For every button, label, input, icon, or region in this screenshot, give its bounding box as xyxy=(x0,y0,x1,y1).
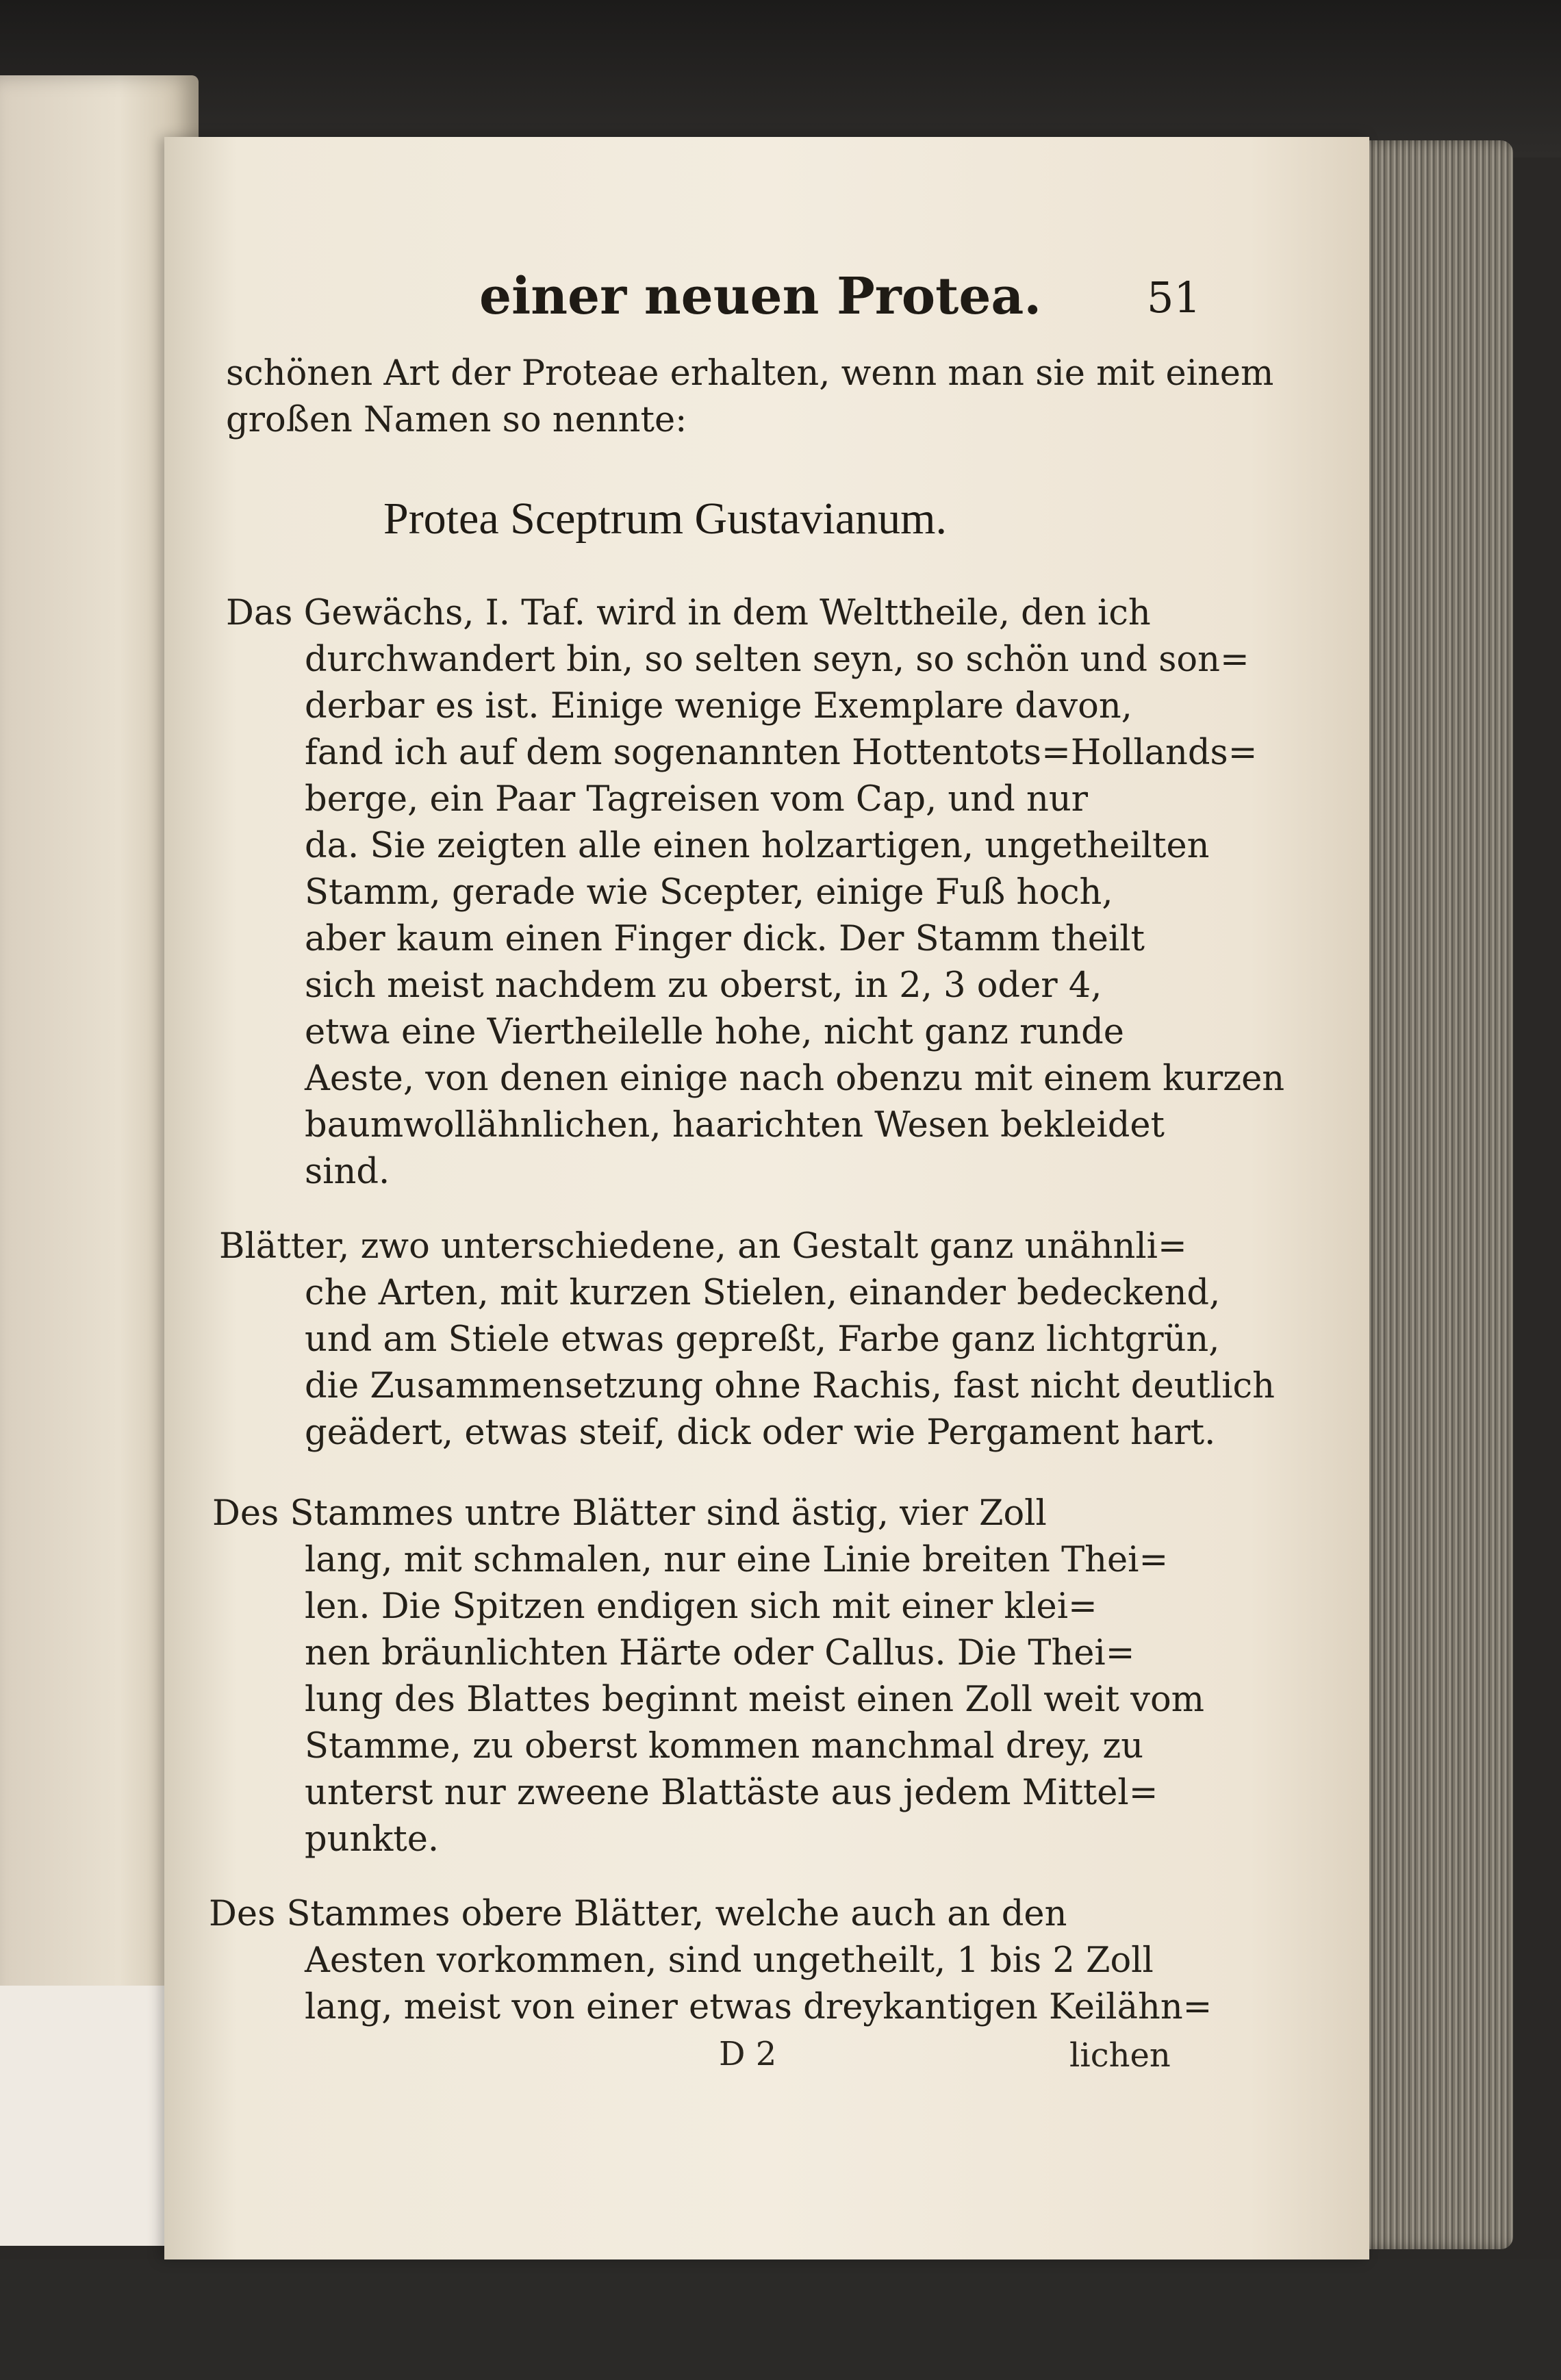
catchword: lichen xyxy=(1069,2036,1171,2075)
text-line: etwa eine Viertheilelle hohe, nicht ganz runde xyxy=(305,1012,1124,1052)
text-line: durchwandert bin, so selten seyn, so schön und son= xyxy=(305,640,1249,680)
facing-page-corner xyxy=(0,1986,185,2246)
text-line: unterst nur zweene Blattäste aus jedem Mittel= xyxy=(305,1773,1158,1813)
page-number: 51 xyxy=(1147,273,1201,322)
text-line: lung des Blattes beginnt meist einen Zoll weit vom xyxy=(305,1680,1205,1720)
text-line: Aeste, von denen einige nach obenzu mit einem kurzen xyxy=(305,1059,1285,1099)
text-line: Des Stammes untre Blätter sind ästig, vier Zoll xyxy=(212,1493,1047,1534)
text-line: lang, meist von einer etwas dreykantigen Keilähn= xyxy=(305,1987,1213,2027)
background-top xyxy=(0,0,1561,157)
section-heading: Protea Sceptrum Gustavianum. xyxy=(383,494,948,544)
text-line: nen bräunlichten Härte oder Callus. Die Thei= xyxy=(305,1633,1135,1673)
text-line: Des Stammes obere Blätter, welche auch an den xyxy=(209,1894,1067,1934)
text-line: aber kaum einen Finger dick. Der Stamm theilt xyxy=(305,919,1145,959)
text-line: che Arten, mit kurzen Stielen, einander bedeckend, xyxy=(305,1273,1221,1313)
text-line: lang, mit schmalen, nur eine Linie breiten Thei= xyxy=(305,1540,1169,1580)
text-line: Aesten vorkommen, sind ungetheilt, 1 bis 2 Zoll xyxy=(305,1940,1154,1981)
background-bottom xyxy=(0,2259,1561,2380)
text-line: berge, ein Paar Tagreisen vom Cap, und nur xyxy=(305,779,1089,820)
page-block-edge xyxy=(1356,140,1513,2249)
text-line: geädert, etwas steif, dick oder wie Pergament hart. xyxy=(305,1413,1216,1453)
text-line: derbar es ist. Einige wenige Exemplare davon, xyxy=(305,686,1132,726)
text-line: Das Gewächs, I. Taf. wird in dem Welttheile, den ich xyxy=(226,593,1151,633)
text-line: punkte. xyxy=(305,1819,440,1860)
text-line: len. Die Spitzen endigen sich mit einer klei= xyxy=(305,1586,1097,1627)
signature-mark: D 2 xyxy=(719,2035,777,2073)
text-line: Stamme, zu oberst kommen manchmal drey, zu xyxy=(305,1726,1144,1767)
running-head: einer neuen Protea. xyxy=(479,267,1042,326)
text-line: sich meist nachdem zu oberst, in 2, 3 oder 4, xyxy=(305,965,1102,1006)
text-line: Blätter, zwo unterschiedene, an Gestalt ganz unähnli= xyxy=(219,1226,1187,1267)
text-line: die Zusammensetzung ohne Rachis, fast nicht deutlich xyxy=(305,1366,1275,1406)
text-line: fand ich auf dem sogenannten Hottentots=Hollands= xyxy=(305,733,1258,773)
text-line: sind. xyxy=(305,1152,390,1192)
text-line: und am Stiele etwas gepreßt, Farbe ganz lichtgrün, xyxy=(305,1319,1220,1360)
text-line: schönen Art der Proteae erhalten, wenn man sie mit einem xyxy=(226,353,1274,394)
text-line: da. Sie zeigten alle einen holzartigen, ungetheilten xyxy=(305,826,1210,866)
text-line: Stamm, gerade wie Scepter, einige Fuß hoch, xyxy=(305,872,1113,913)
text-line: großen Namen so nennte: xyxy=(226,400,687,440)
text-line: baumwollähnlichen, haarichten Wesen bekleidet xyxy=(305,1105,1165,1145)
